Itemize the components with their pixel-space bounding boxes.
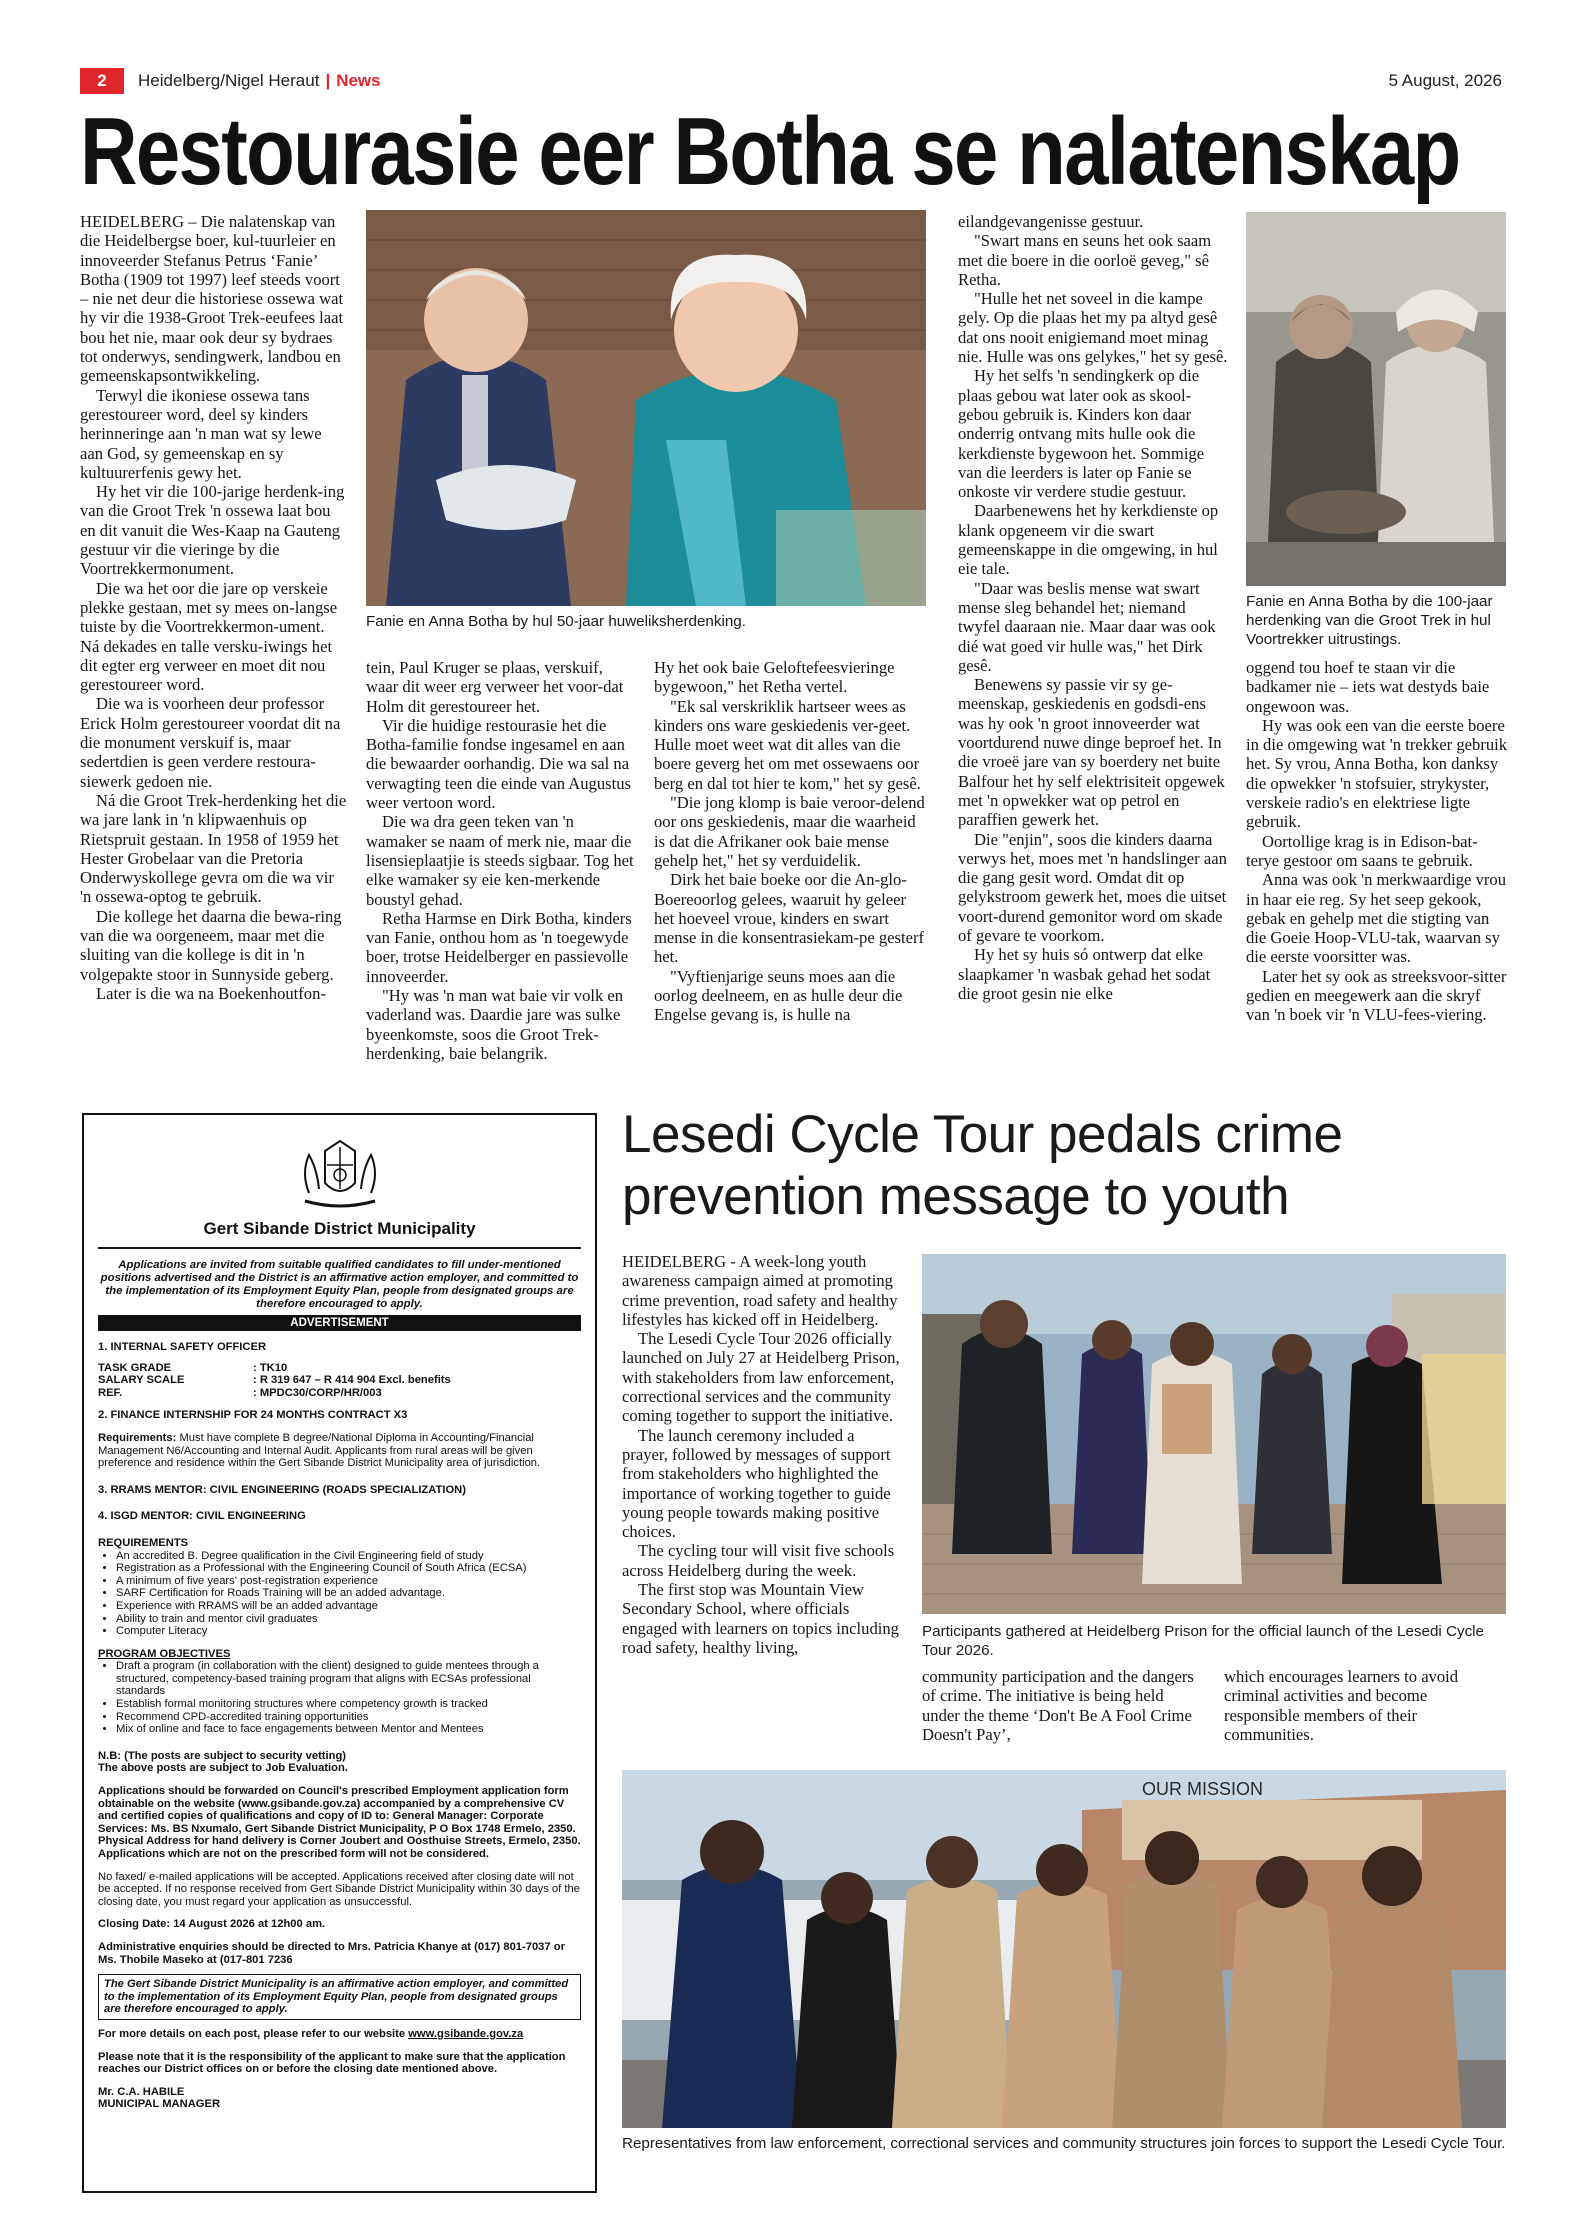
list-item: • SARF Certification for Roads Training will be an added advantage. bbox=[116, 1587, 581, 1600]
paragraph: Die "enjin", soos die kinders daarna verwys het, moes met 'n handslinger aan die gang gesit word. Omdat dit op gelykstroom gewerk het, moes die uitset voort-durend gemonitor word om skade of gevare te voorkom. bbox=[958, 829, 1227, 945]
paragraph: Vir die huidige restourasie het die Botha-familie fondse ingesamel en aan die bewaarder oorhandig. Die wa sal na verwagting teen die einde van Augustus weer vertoon word. bbox=[366, 715, 631, 813]
paragraph: Hy het sy huis só ontwerp dat elke slaapkamer 'n wasbak gehad het sodat die groot gesin nie elke bbox=[958, 945, 1211, 1003]
list-item: • Establish formal monitoring structures where competency growth is tracked bbox=[116, 1698, 581, 1711]
paragraph: Retha Harmse en Dirk Botha, kinders van Fanie, onthou hom as 'n toegewyde boer, trotse Heidelberger en passievolle innoveerder. bbox=[366, 908, 632, 986]
objectives-list bbox=[112, 1660, 581, 1736]
requirements-label: Requirements: bbox=[98, 1431, 177, 1444]
paragraph: The first stop was Mountain View Secondary School, where officials engaged with learners on topics including road safety, healthy living, bbox=[622, 1580, 899, 1657]
list-item: • Recommend CPD-accredited training opportunities bbox=[116, 1711, 581, 1724]
post-detail-row bbox=[98, 1387, 581, 1400]
paragraph: Oortollige krag is in Edison-bat-terye gestoor om saans te gebruik. bbox=[1246, 831, 1478, 870]
section-name: News bbox=[336, 71, 381, 90]
paragraph: "Vyftienjarige seuns moes aan die oorlog deelneem, en as hulle deur die Engelse gevang is, is hulle na bbox=[654, 966, 903, 1025]
enquiries: Administrative enquiries should be directed to Mrs. Patricia Khanye at (017) 801-7037 or Ms. Thobile Maseko at (017-801 7236 bbox=[98, 1940, 565, 1966]
paragraph: "Hy was 'n man wat baie vir volk en vaderland was. Daardie jare was sulke byeenkomste, soos die Groot Trek-herdenking, baie belangrik. bbox=[366, 986, 624, 1063]
paragraph: The Lesedi Cycle Tour 2026 officially launched on July 27 at Heidelberg Prison, with stakeholders from law enforcement, correctional services and the community coming together to support the initiative. bbox=[622, 1329, 900, 1426]
article-headline: Lesedi Cycle Tour pedals crime prevention message to youth bbox=[622, 1105, 1343, 1226]
post-detail-row bbox=[98, 1362, 581, 1375]
detail-label: REF. bbox=[98, 1386, 123, 1399]
article-headline: Restourasie eer Botha se nalatenskap bbox=[80, 98, 1460, 205]
paragraph: Hy het selfs 'n sendingkerk op die plaas gebou wat later ook as skool-gebou gebruik is. Kinders kon daar onderrig ontvang mits hulle ook die kerkdienste bygewoon het. Sommige van die leerders is later op Fanie se onkoste vir verdere studie gestuur. bbox=[958, 366, 1205, 502]
evaluation-note: The above posts are subject to Job Evaluation. bbox=[98, 1762, 348, 1775]
paragraph: "Hulle het net soveel in die kampe gely. Op die plaas het my pa altyd gesê dat ons nooit enigiemand moet minag nie. Hulle was ons gelykes," het sy gesê. bbox=[958, 289, 1228, 367]
ad-body bbox=[98, 1341, 581, 2111]
objectives-heading: PROGRAM OBJECTIVES bbox=[98, 1647, 231, 1660]
paragraph: community participation and the dangers of crime. The initiative is being held under the theme ‘Don't Be A Fool Crime Doesn't Pay’, bbox=[922, 1667, 1194, 1744]
paragraph: Daarbenewens het hy kerkdienste op klank opgeneem vir die swart gemeenskappe in die omgewing, in hul eie tale. bbox=[958, 501, 1219, 579]
paragraph: Hy was ook een van die eerste boere in die omgewing wat 'n trekker gebruik het. Sy vrou, Anna Botha, kon danksy die opwekker 'n stofsuier, strykyster, verskeie radio's en elektriese ligte gebruik. bbox=[1246, 715, 1508, 832]
ad-intro: Applications are invited from suitable qualified candidates to fill under-mentioned positions advertised and the District is an affirmative action employer, and committed to the implementation of its Employment Equity Plan, people from designated groups are therefore encouraged to apply. bbox=[100, 1259, 579, 1310]
list-item: • Computer Literacy bbox=[116, 1625, 581, 1638]
application-instructions: Applications should be forwarded on Council's prescribed Employment application form obtainable on the website (www.gsibande.gov.za) accompanied by a comprehensive CV and certified copies of qualifications and copy of ID to: General Manager: Corporate Services: Ms. BS Nxumalo, Gert Sibande District Municipality, P O Box 1748 Ermelo, 2350. Physical Address for hand delivery is Corner Joubert and Oosthuise Streets, Ermelo, 2350. Applications which are not on the prescribed form will not be considered. bbox=[98, 1785, 581, 1860]
paragraph: The cycling tour will visit five schools across Heidelberg during the week. bbox=[622, 1541, 895, 1580]
paragraph: "Daar was beslis mense wat swart mense sleg behandel het; niemand twyfel daaraan nie. Maar daar was ook dié wat goed vir hulle was," het Dirk gesê. bbox=[958, 578, 1216, 675]
website-link[interactable]: www.gsibande.gov.za bbox=[408, 2027, 524, 2040]
paragraph: oggend tou hoef te staan vir die badkamer nie – iets wat destyds baie ongewoon was. bbox=[1246, 658, 1490, 716]
list-item: • Experience with RRAMS will be an added advantage bbox=[116, 1600, 581, 1613]
paragraph: Terwyl die ikoniese ossewa tans gerestoureer word, deel sy kinders herinneringe aan 'n man wat sy lewe aan God, sy gemeenskap en sy kultuurerfenis gewy het. bbox=[80, 385, 322, 482]
paragraph: HEIDELBERG - A week-long youth awareness campaign aimed at promoting crime prevention, road safety and healthy lifestyles has kicked off in Heidelberg. bbox=[622, 1252, 898, 1329]
signatory-name: Mr. C.A. HABILE bbox=[98, 2085, 185, 2098]
paragraph: tein, Paul Kruger se plaas, verskuif, waar dit weer erg verweer het voor-dat Holm dit gerestoureer het. bbox=[366, 658, 624, 716]
paragraph: Hy het vir die 100-jarige herdenk-ing van die Groot Trek 'n ossewa laat bou en dit vanuit die Wes-Kaap na Gauteng gestuur vir die vieringe by die Voortrekkermonument. bbox=[80, 482, 345, 579]
paragraph: The launch ceremony included a prayer, followed by messages of support from stakeholders who highlighted the importance of working together to guide young people towards making positive choices. bbox=[622, 1425, 891, 1542]
article-column-2 bbox=[366, 658, 638, 1082]
detail-value: : R 319 647 – R 414 904 Excl. benefits bbox=[253, 1374, 451, 1387]
list-item: • Registration as a Professional with the Engineering Council of South Africa (ECSA) bbox=[116, 1562, 581, 1575]
list-item: • A minimum of five years' post-registration experience bbox=[116, 1575, 581, 1588]
paragraph: Later is die wa na Boekenhoutfon- bbox=[96, 983, 326, 1003]
post-title: 3. RRAMS MENTOR: CIVIL ENGINEERING (ROADS SPECIALIZATION) bbox=[98, 1483, 466, 1496]
post-title: 1. INTERNAL SAFETY OFFICER bbox=[98, 1341, 267, 1353]
paragraph: Die wa het oor die jare op verskeie plekke gestaan, met sy mees on-langse tuiste by die Voortrekkermon-ument. Ná dekades en talle versku-iwings het dit egter erg verweer en moet dit nou gerestoureer word. bbox=[80, 578, 338, 695]
article-column-2 bbox=[922, 1667, 1198, 1757]
vetting-note: N.B: (The posts are subject to security vetting) bbox=[98, 1749, 347, 1762]
paragraph: Anna was ook 'n merkwaardige vrou in haar eie reg. Sy het seep gekook, gebak en gehelp met die stigting van die Goeie Hoop-VLU-tak, waarvan sy die eerste voorsitter was. bbox=[1246, 870, 1506, 967]
requirements-text: Must have complete B degree/National Diploma in Accounting/Financial Management N6/Accounting and Internal Audit. Applicants from rural areas will be given preference and residence within the Gert Sibande District Municipality area of jurisdiction. bbox=[98, 1431, 541, 1470]
photo-caption: Fanie en Anna Botha by die 100-jaar herdenking van die Groot Trek in hul Voortrekker uitrustings. bbox=[1246, 593, 1493, 648]
article-column-3 bbox=[1224, 1667, 1506, 1757]
masthead-line bbox=[138, 68, 381, 94]
paragraph: Dirk het baie boeke oor die An-glo-Boereoorlog gelees, waaruit hy geleer het hoeveel vroue, kinders en swart mense in die konsentrasiekam-pe gesterf het. bbox=[654, 870, 925, 967]
paragraph: Die wa is voorheen deur professor Erick Holm gerestoureer voordat dit na die monument verskuif is, maar sedertdien is geen verdere restoura-siewerk gedoen nie. bbox=[80, 694, 341, 791]
paper-name: Heidelberg/Nigel Heraut bbox=[138, 71, 320, 90]
post-title: 2. FINANCE INTERNSHIP FOR 24 MONTHS CONTRACT X3 bbox=[98, 1409, 408, 1422]
article-column-3 bbox=[654, 658, 926, 1082]
paragraph: which encourages learners to avoid criminal activities and become responsible members of their communities. bbox=[1224, 1667, 1459, 1744]
list-item: • Draft a program (in collaboration with the client) designed to guide mentees through a structured, competency-based training program that aligns with ECSAs professional standards bbox=[116, 1660, 581, 1698]
responsibility-note: Please note that it is the responsibility of the applicant to make sure that the application reaches our District offices on or before the closing date mentioned above. bbox=[98, 2050, 566, 2076]
paragraph: Die wa dra geen teken van 'n wamaker se naam of merk nie, maar die lisensieplaatjie is steeds sigbaar. Tog het elke wamaker sy eie ken-merkende boustyl gehad. bbox=[366, 812, 634, 909]
stakeholders-group-photo bbox=[622, 1770, 1506, 2128]
photo-caption: Participants gathered at Heidelberg Prison for the official launch of the Lesedi Cycle Tour 2026. bbox=[922, 1623, 1484, 1659]
detail-label: TASK GRADE bbox=[98, 1361, 172, 1374]
detail-label: SALARY SCALE bbox=[98, 1374, 185, 1387]
detail-value: : TK10 bbox=[253, 1361, 288, 1374]
header-separator: | bbox=[325, 71, 331, 90]
article-column-1 bbox=[622, 1252, 902, 1752]
more-details bbox=[98, 2028, 581, 2041]
list-item: • Mix of online and face to face engagements between Mentor and Mentees bbox=[116, 1723, 581, 1736]
paragraph: "Die jong klomp is baie veroor-delend oor ons geskiedenis, maar die waarheid is dat die Afrikaner ook baie mense gehelp het," het sy verduidelik. bbox=[654, 793, 925, 870]
closing-date: Closing Date: 14 August 2026 at 12h00 am. bbox=[98, 1918, 326, 1931]
paragraph: "Swart mans en seuns het ook saam met die boere in die oorloë geveg," sê Retha. bbox=[958, 231, 1212, 289]
paragraph: Ná die Groot Trek-herdenking het die wa jare lank in 'n klipwaenhuis op Rietspruit gestaan. In 1958 of 1959 het Hester Grobelaar van die Pretoria Onderwyskollege gevra om die wa vir 'n ossewa-optog te gebruik. bbox=[80, 790, 347, 907]
no-fax-note: No faxed/ e-mailed applications will be accepted. Applications received after closing date will not be accepted. If no response received from Gert Sibande District Municipality within 30 days of the closing date, you must regard your application as unsuccessful. bbox=[98, 1870, 580, 1908]
paragraph: Later het sy ook as streeksvoor-sitter gedien en meegewerk aan die skryf van 'n boek vir 'n VLU-fees-viering. bbox=[1246, 966, 1507, 1025]
issue-date: 5 August, 2026 bbox=[1388, 71, 1502, 90]
paragraph: eilandgevangenisse gestuur. bbox=[958, 212, 1144, 231]
article-column-1 bbox=[80, 212, 348, 1082]
paragraph: Die kollege het daarna die bewa-ring van die wa oorgeneem, maar met die sluiting van die kollege is dit in 'n volgepakte stoor in Sunnyside geberg. bbox=[80, 906, 342, 984]
paragraph: Benewens sy passie vir sy ge-meenskap, geskiedenis en godsdi-ens was hy ook 'n groot innoveerder wat voortdurend nuwe dinge beproef het. In die vroeë jare van sy boerdery net buite Balfour het hy self elektrisiteit opgewek met 'n opwekker wat op petrol en paraffien gewerk het. bbox=[958, 675, 1225, 830]
prison-launch-photo bbox=[922, 1254, 1506, 1614]
list-item: • Ability to train and mentor civil graduates bbox=[116, 1613, 581, 1626]
page-number: 2 bbox=[80, 68, 124, 94]
municipality-name: Gert Sibande District Municipality bbox=[98, 1219, 581, 1249]
article-column-4 bbox=[958, 212, 1230, 1082]
photo-caption: Fanie en Anna Botha by hul 50-jaar huweliksherdenking. bbox=[366, 613, 746, 630]
paragraph: "Ek sal verskriklik hartseer wees as kinders ons ware geskiedenis ver-geet. Hulle moet weet wat dit alles van die boere geverg het om met ossewaens oor berg en dal tot hier te kom," het sy gesê. bbox=[654, 696, 921, 793]
equity-statement: The Gert Sibande District Municipality is an affirmative action employer, and committed to the implementation of its Employment Equity Plan, people from designated groups are therefore encouraged to apply. bbox=[98, 1974, 581, 2020]
municipality-advertisement bbox=[82, 1113, 597, 2193]
mission-sign-text: OUR MISSION bbox=[1142, 1779, 1264, 1799]
signatory-title: MUNICIPAL MANAGER bbox=[98, 2098, 221, 2111]
paragraph: Hy het ook baie Geloftefeesvieringe bygewoon," het Retha vertel. bbox=[654, 658, 895, 697]
photo-caption: Representatives from law enforcement, correctional services and community structures join forces to support the Lesedi Cycle Tour. bbox=[622, 2135, 1506, 2152]
botha-voortrekker-photo bbox=[1246, 212, 1506, 586]
post-detail-row bbox=[98, 1374, 581, 1387]
ad-banner: ADVERTISEMENT bbox=[98, 1315, 581, 1331]
details-text: For more details on each post, please refer to our website bbox=[98, 2027, 409, 2040]
list-item: • An accredited B. Degree qualification in the Civil Engineering field of study bbox=[116, 1550, 581, 1563]
post-title: 4. ISGD MENTOR: CIVIL ENGINEERING bbox=[98, 1510, 306, 1523]
post-requirements bbox=[98, 1432, 581, 1470]
municipal-crest-icon bbox=[295, 1133, 385, 1213]
botha-anniversary-photo bbox=[366, 210, 926, 606]
requirements-heading: REQUIREMENTS bbox=[98, 1536, 189, 1549]
paragraph: HEIDELBERG – Die nalatenskap van die Heidelbergse boer, kul-tuurleier en innoveerder Stefanus Petrus ‘Fanie’ Botha (1909 tot 1997) leef steeds voort – nie net deur die historiese ossewa wat hy vir die 1938-Groot Trek-eeufees laat bou het nie, maar ook deur sy bydraes tot onderwys, sendingwerk, landbou en gemeenskapsontwikkeling. bbox=[80, 212, 344, 386]
detail-value: : MPDC30/CORP/HR/003 bbox=[253, 1386, 382, 1399]
article-column-5 bbox=[1246, 658, 1508, 1082]
requirements-list bbox=[112, 1550, 581, 1638]
